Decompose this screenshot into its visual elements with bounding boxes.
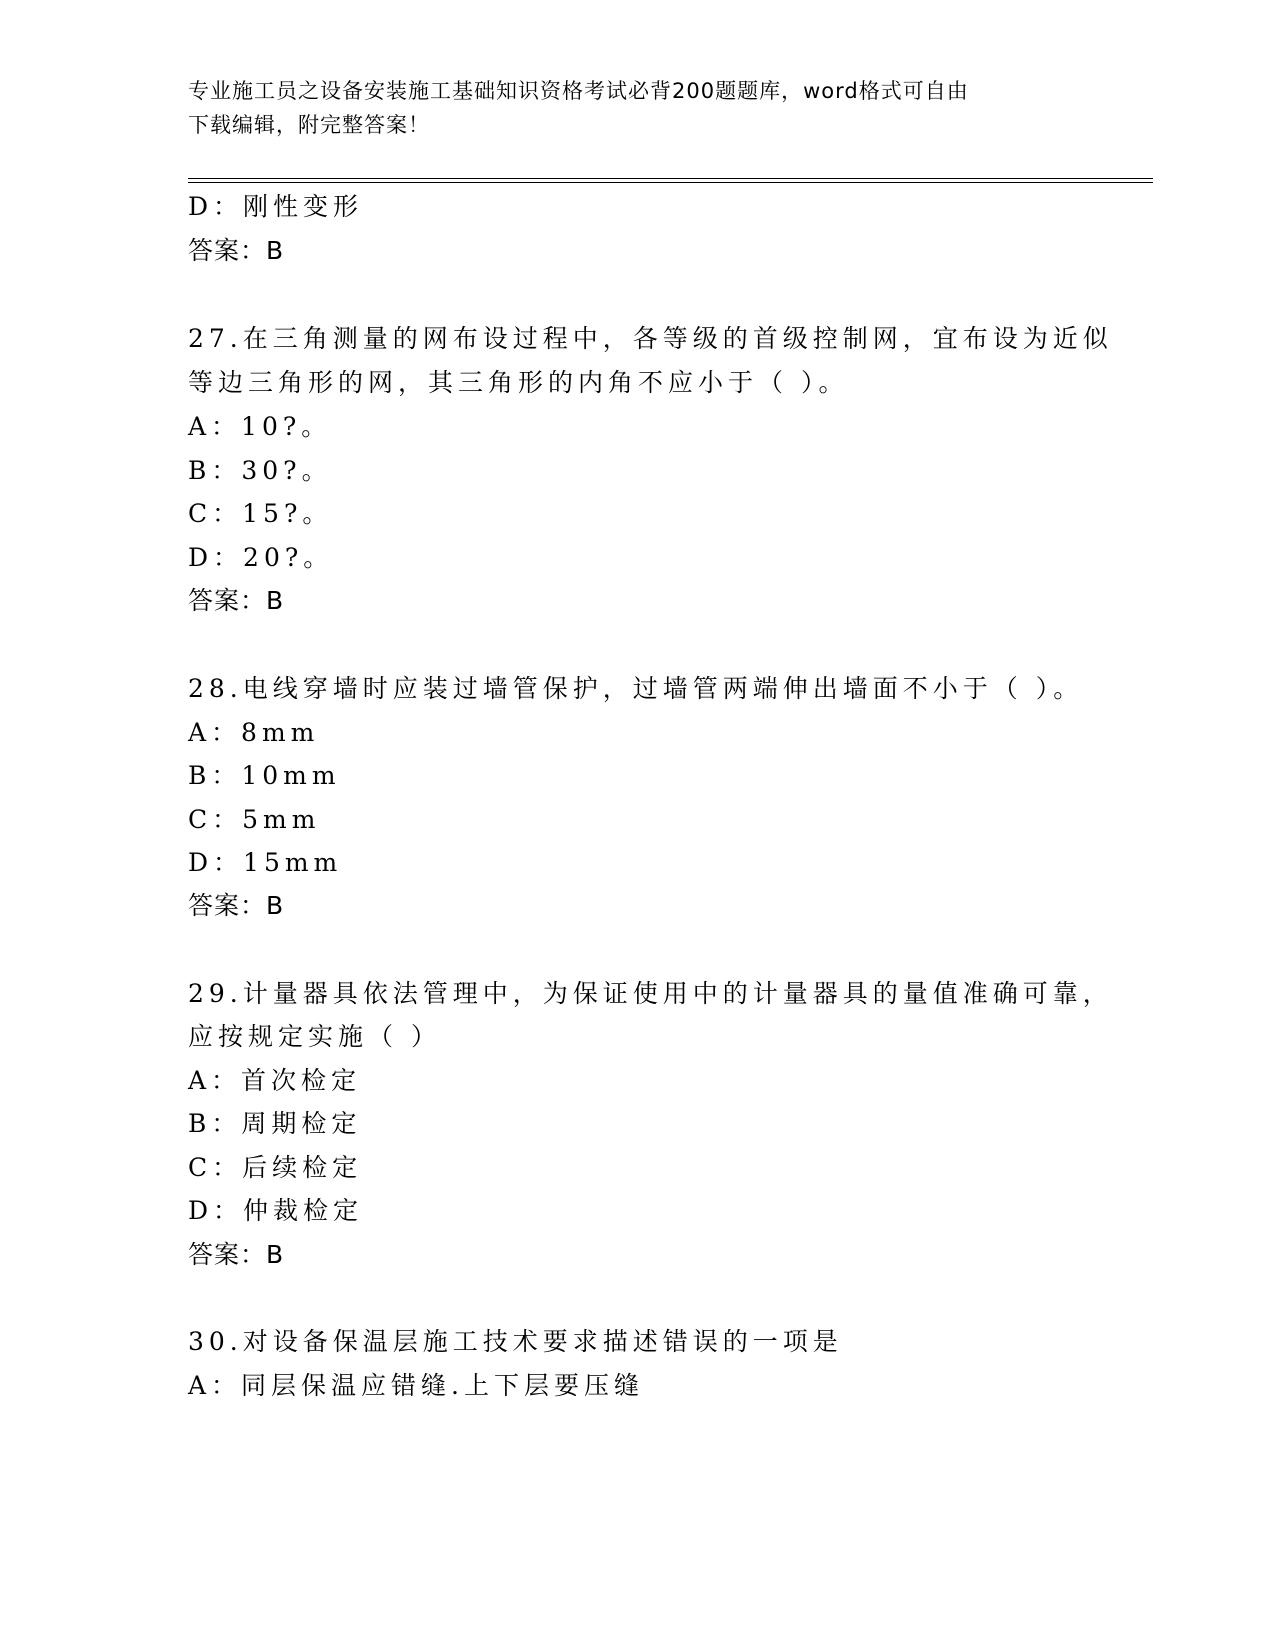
q29-option-b: B：周期检定 (188, 1109, 362, 1138)
q27-stem-line-2: 等边三角形的网，其三角形的内角不应小于（ ）。 (188, 368, 849, 397)
q27-option-c: C：15?。 (188, 499, 333, 528)
header-line-2: 下载编辑，附完整答案！ (188, 113, 430, 137)
prev-question-answer: 答案：B (188, 236, 285, 265)
q27-stem-line-1: 27.在三角测量的网布设过程中，各等级的首级控制网，宜布设为近似 (188, 324, 1113, 353)
q27-option-b: B：30?。 (188, 456, 332, 485)
q29-option-a: A：首次检定 (188, 1066, 362, 1095)
q29-option-d: D：仲裁检定 (188, 1196, 364, 1225)
q27-option-d: D：20?。 (188, 543, 334, 572)
q30-stem-line-1: 30.对设备保温层施工技术要求描述错误的一项是 (188, 1327, 843, 1356)
header-divider-bottom (188, 182, 1153, 183)
q28-answer: 答案：B (188, 891, 285, 920)
document-header (188, 74, 1088, 142)
header-divider-top (188, 178, 1153, 179)
q28-option-b: B：10mm (188, 761, 341, 790)
q29-answer: 答案：B (188, 1240, 285, 1269)
prev-question-option-d: D：刚性变形 (188, 192, 364, 221)
q29-stem-line-2: 应按规定实施（ ） (188, 1022, 441, 1051)
q29-stem-line-1: 29.计量器具依法管理中，为保证使用中的计量器具的量值准确可靠， (188, 979, 1113, 1008)
q27-answer: 答案：B (188, 586, 285, 615)
q28-stem-line-1: 28.电线穿墙时应装过墙管保护，过墙管两端伸出墙面不小于（ ）。 (188, 674, 1084, 703)
q27-option-a: A：10?。 (188, 412, 332, 441)
q30-option-a: A：同层保温应错缝.上下层要压缝 (188, 1371, 645, 1400)
header-line-1: 专业施工员之设备安装施工基础知识资格考试必背200题题库，word格式可自由 (188, 79, 969, 103)
q29-option-c: C：后续检定 (188, 1153, 363, 1182)
q28-option-c: C：5mm (188, 805, 321, 834)
q28-option-d: D：15mm (188, 848, 343, 877)
q28-option-a: A：8mm (188, 718, 320, 747)
